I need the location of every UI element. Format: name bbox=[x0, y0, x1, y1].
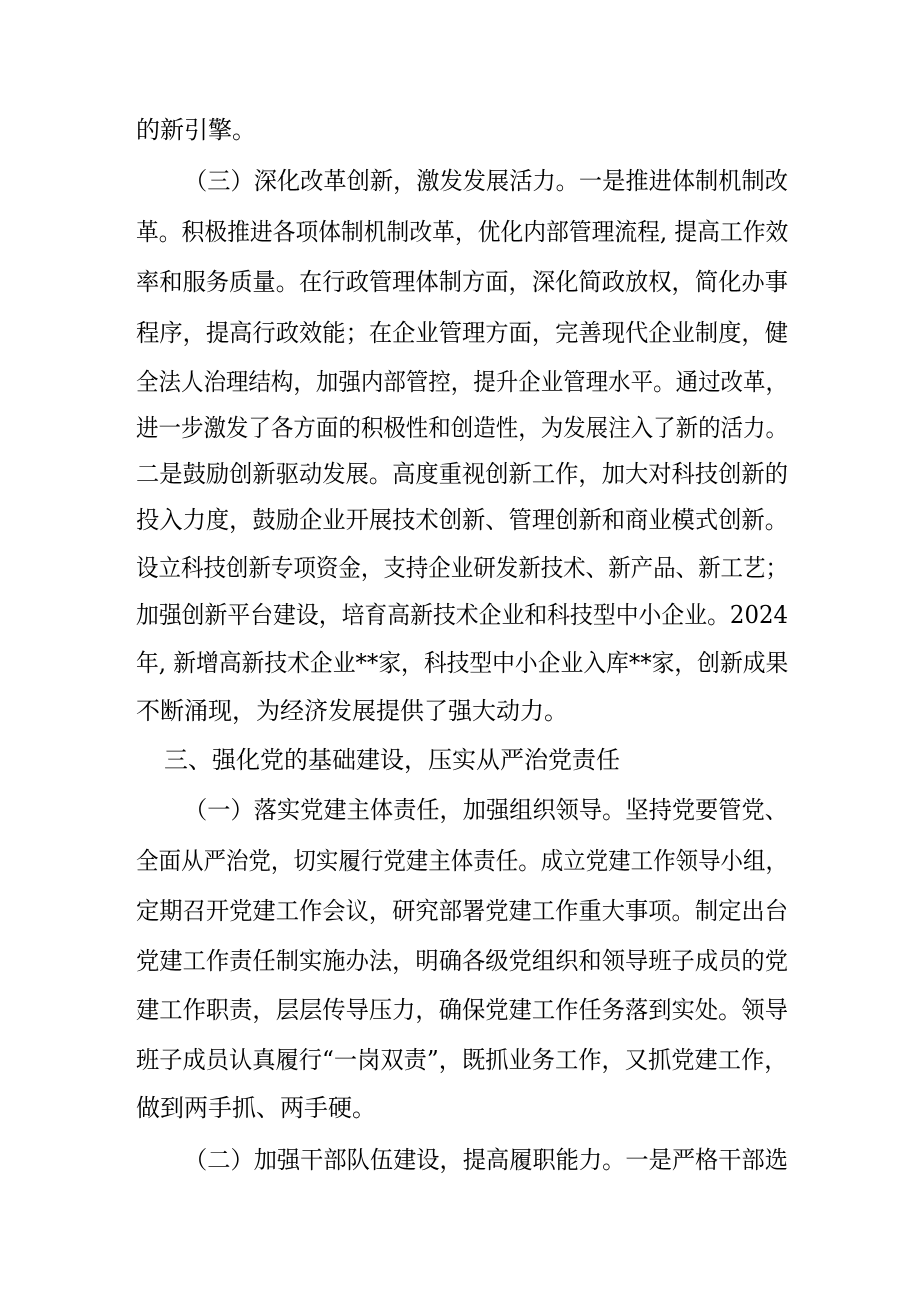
text-line: 班子成员认真履行“一岗双责”，既抓业务工作，又抓党建工作， bbox=[136, 1046, 788, 1074]
text-line: 设立科技创新专项资金，支持企业研发新技术、新产品、新工艺； bbox=[136, 554, 789, 582]
text-line: （二）加强干部队伍建设，提高履职能力。一是严格干部选 bbox=[184, 1146, 788, 1174]
text-line: 程序，提高行政效能；在企业管理方面，完善现代企业制度，健 bbox=[136, 319, 788, 347]
section-heading: 三、强化党的基础建设，压实从严治党责任 bbox=[164, 746, 620, 774]
text-line: （三）深化改革创新，激发发展活力。一是推进体制机制改 bbox=[184, 167, 788, 195]
text-line: 建工作职责，层层传导压力，确保党建工作任务落到实处。领导 bbox=[136, 996, 788, 1024]
text-line: 的新引擎。 bbox=[136, 116, 256, 144]
text-line: 党建工作责任制实施办法，明确各级党组织和领导班子成员的党 bbox=[136, 947, 788, 975]
text-line: 率和服务质量。在行政管理体制方面，深化简政放权，简化办事 bbox=[136, 268, 788, 296]
text-line: 进一步激发了各方面的积极性和创造性，为发展注入了新的活力。 bbox=[136, 414, 789, 442]
text-line: 做到两手抓、两手硬。 bbox=[136, 1094, 376, 1122]
text-line: 二是鼓励创新驱动发展。高度重视创新工作，加大对科技创新的 bbox=[136, 460, 788, 488]
text-line: （一）落实党建主体责任，加强组织领导。坚持党要管党、 bbox=[184, 796, 788, 824]
text-line: 加强创新平台建设，培育高新技术企业和科技型中小企业。2024 bbox=[136, 601, 789, 629]
text-line: 全面从严治党，切实履行党建主体责任。成立党建工作领导小组， bbox=[136, 847, 789, 875]
text-line: 投入力度，鼓励企业开展技术创新、管理创新和商业模式创新。 bbox=[136, 506, 788, 534]
text-line: 革。积极推进各项体制机制改革，优化内部管理流程, 提高工作效 bbox=[136, 218, 789, 246]
text-line: 全法人治理结构，加强内部管控，提升企业管理水平。通过改革， bbox=[136, 368, 789, 396]
text-line: 定期召开党建工作会议，研究部署党建工作重大事项。制定出台 bbox=[136, 897, 788, 925]
text-line: 不断涌现，为经济发展提供了强大动力。 bbox=[136, 697, 568, 725]
text-line: 年, 新增高新技术企业**家，科技型中小企业入库**家，创新成果 bbox=[136, 649, 789, 677]
